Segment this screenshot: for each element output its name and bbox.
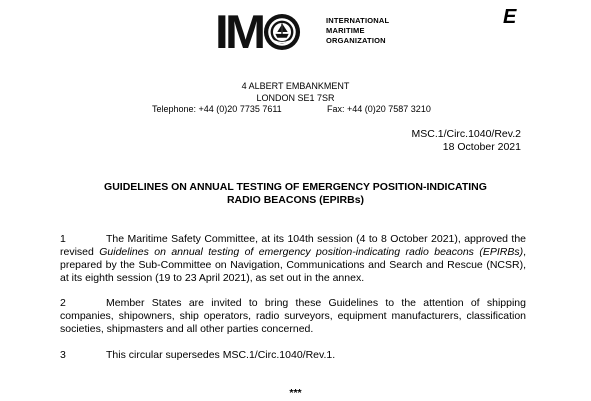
telephone: Telephone: +44 (0)20 7735 7611: [152, 104, 282, 114]
reference-date: 18 October 2021: [442, 141, 521, 153]
paragraph-number: 1: [60, 233, 66, 245]
address-line: LONDON SE1 7SR: [256, 92, 335, 103]
paragraph-number: 3: [60, 349, 66, 361]
paragraph-2: [60, 297, 526, 336]
paragraph-text: The Maritime Safety Committee, at its 104th session (4 to 8 October 2021), approved the revised: [60, 233, 526, 258]
title-line: RADIO BEACONS (EPIRBs): [226, 194, 365, 206]
paragraph-number: 2: [60, 297, 66, 309]
document-reference: [411, 128, 521, 154]
org-line: INTERNATIONAL: [326, 16, 390, 25]
imo-emblem-icon: [263, 13, 301, 51]
document-title: [60, 181, 531, 207]
address-block: [0, 81, 591, 104]
paragraph-1: [60, 233, 526, 285]
fax: Fax: +44 (0)20 7587 3210: [327, 104, 431, 114]
imo-logo: [215, 5, 305, 58]
guidelines-title-italic: Guidelines on annual testing of emergency position-indicating radio beacons (EPIRBs): [99, 246, 524, 258]
logo-wordmark: [215, 5, 305, 58]
paragraph-3: [60, 349, 526, 362]
section-separator: ***: [289, 387, 302, 399]
paragraph-text: Member States are invited to bring these Guidelines to the attention of shipping companies, shipowners, ship operators, radio surveyors, equipment manufacturers, classification societies, shipmasters and all other parties concerned.: [60, 297, 526, 335]
title-line: GUIDELINES ON ANNUAL TESTING OF EMERGENCY POSITION-INDICATING: [104, 181, 487, 193]
logo-letter-i: I: [215, 5, 226, 58]
address-line: 4 ALBERT EMBANKMENT: [241, 81, 350, 91]
language-code: E: [503, 6, 517, 28]
paragraph-text: , prepared by the Sub-Committee on Navigation, Communications and Search and Rescue (NCSR), at its eighth session (19 to 23 April 2021), as set out in the annex.: [60, 246, 526, 284]
reference-code: MSC.1/Circ.1040/Rev.2: [411, 128, 521, 140]
org-line: MARITIME: [326, 26, 365, 35]
org-line: ORGANIZATION: [326, 36, 386, 45]
logo-letter-m: M: [225, 5, 264, 58]
organization-name: [326, 16, 389, 46]
paragraph-text: This circular supersedes MSC.1/Circ.1040/Rev.1.: [106, 349, 336, 361]
